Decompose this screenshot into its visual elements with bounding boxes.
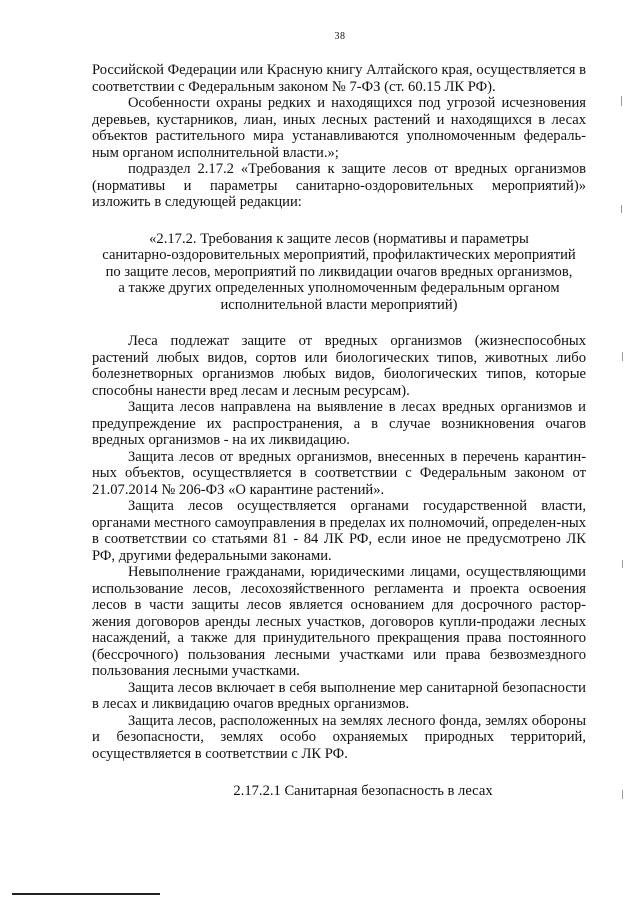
section-heading-line: «2.17.2. Требования к защите лесов (нормативы и параметры [149, 230, 529, 247]
paragraph-rare-species: Особенности охраны редких и находящихся под угрозой исчезновения деревьев, кустарников, лиан, иных лесных растений и находящихся в лесах объектов растительного мира устанавливаются уполномоченным федераль-ным органом исполнительной власти.»; [92, 95, 586, 161]
paragraph-sanitary-measures: Защита лесов включает в себя выполнение мер санитарной безопасности в лесах и ликвидацию очагов вредных организмов. [92, 679, 586, 713]
paragraph-protection-purpose: Защита лесов направлена на выявление в лесах вредных организмов и предупреждение их распространения, а в случае возникновения очагов вредных организмов - на их ликвидацию. [92, 399, 586, 449]
paragraph-continuation: Российской Федерации или Красную книгу Алтайского края, осуществляется в соответствии с Федеральным законом № 7-ФЗ (ст. 60.15 ЛК РФ). [92, 62, 586, 95]
section-heading-line: а также других определенных уполномоченным федеральным органом [118, 280, 560, 297]
paragraph-non-compliance: Невыполнение гражданами, юридическими лицами, осуществляющими использование лесов, лесохозяйственного регламента и проекта освоения лесов в части защиты лесов является основанием для досрочного растор-жения договоров аренды лесных участков, договоров купли-продажи лесных насаждений, а также для принудительного прекращения права постоянного (бессрочного) пользования лесными участками или права безвозмездного пользования лесными участками. [92, 564, 586, 680]
document-body [92, 62, 586, 800]
section-heading-line: по защите лесов, мероприятий по ликвидации очагов вредных организмов, [105, 263, 573, 280]
paragraph-quarantine: Защита лесов от вредных организмов, внесенных в перечень карантин-ных объектов, осуществляется в соответствии с Федеральным законом от 21.07.2014 № 206-ФЗ «О карантине растений». [92, 448, 586, 498]
scan-margin-mark [621, 205, 622, 213]
scan-margin-mark [622, 790, 623, 799]
scan-margin-mark [621, 96, 622, 106]
subsection-heading: 2.17.2.1 Санитарная безопасность в лесах [233, 783, 493, 800]
section-heading-line: санитарно-оздоровительных мероприятий, профилактических мероприятий [102, 247, 576, 264]
paragraph-harmful-organisms: Леса подлежат защите от вредных организмов (жизнеспособных растений любых видов, сортов или биологических типов, животных либо болезнетворных организмов любых видов, биологических типов, которые способны нанести вред лесам и лесным ресурсам). [92, 333, 586, 399]
section-heading [92, 231, 586, 314]
paragraph-land-categories: Защита лесов, расположенных на землях лесного фонда, землях обороны и безопасности, землях особо охраняемых природных территорий, осуществляется в соответствии с ЛК РФ. [92, 712, 586, 762]
paragraph-amendment-instruction: подраздел 2.17.2 «Требования к защите лесов от вредных организмов (нормативы и параметры санитарно-оздоровительных мероприятий)» изложить в следующей редакции: [92, 161, 586, 210]
scan-margin-mark [622, 352, 623, 361]
scan-margin-mark [622, 560, 623, 568]
bottom-rule [12, 893, 160, 895]
paragraph-authorities: Защита лесов осуществляется органами государственной власти, органами местного самоуправления в пределах их полномочий, определен-ных в соответствии со статьями 81 - 84 ЛК РФ, если иное не предусмотрено ЛК РФ, другими федеральными законами. [92, 498, 586, 564]
section-heading-line: исполнительной власти мероприятий) [220, 296, 458, 313]
page-number: 38 [334, 31, 346, 42]
